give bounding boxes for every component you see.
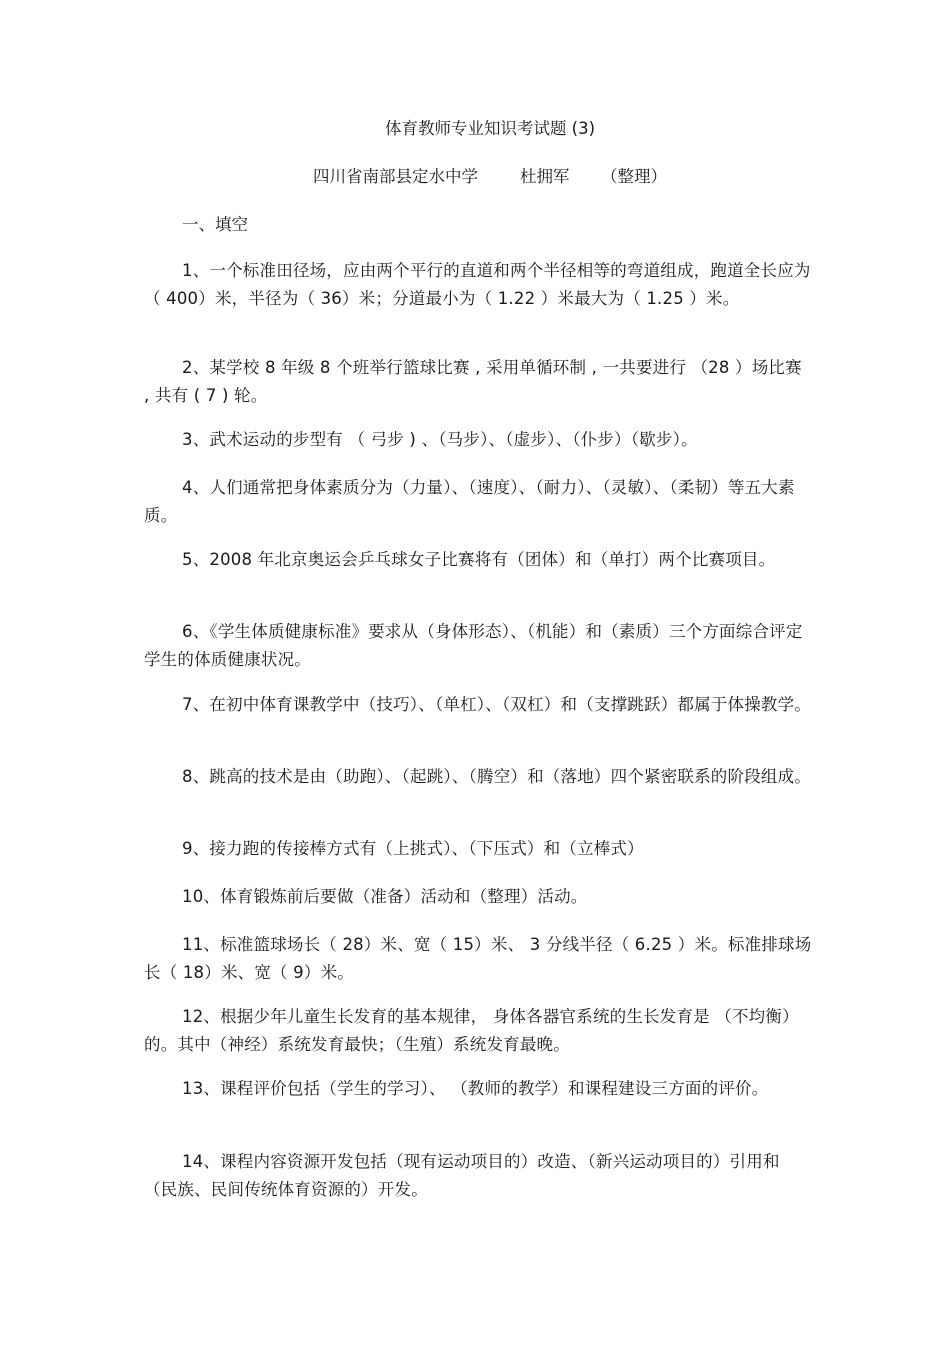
question-7: 7、在初中体育课教学中（技巧）、（单杠）、（双杠）和（支撑跳跃）都属于体操教学。	[182, 695, 811, 714]
question-4: 4、人们通常把身体素质分为（力量）、（速度）、（耐力）、（灵敏）、（柔韧）等五大素质。	[144, 478, 795, 525]
section-heading: 一、填空	[182, 215, 248, 234]
question-5: 5、2008 年北京奥运会乒乓球女子比赛将有（团体）和（单打）两个比赛项目。	[182, 550, 776, 569]
question-8: 8、跳高的技术是由（助跑）、（起跳）、（腾空）和（落地）四个紧密联系的阶段组成。	[182, 767, 811, 786]
question-9: 9、接力跑的传接棒方式有（上挑式）、（下压式）和（立棒式）	[182, 839, 644, 858]
question-2: 2、某学校 8 年级 8 个班举行篮球比赛 , 采用单循环制 , 一共要进行 （28 ）场比赛 , 共有 ( 7 ) 轮。	[144, 358, 802, 405]
question-3: 3、武术运动的步型有 （ 弓步 ) 、（马步）、（虚步）、（仆步）（歇步）。	[182, 430, 698, 449]
question-14: 14、课程内容资源开发包括（现有运动项目的）改造、（新兴运动项目的）引用和（民族、民间传统体育资源的）开发。	[144, 1152, 780, 1199]
document-subtitle: 四川省南部县定水中学 杜拥军 （整理）	[313, 167, 667, 186]
question-6: 6、《学生体质健康标准》要求从（身体形态）、（机能）和（素质）三个方面综合评定学生的体质健康状况。	[144, 622, 803, 669]
question-11: 11、标准篮球场长（ 28）米、宽（ 15）米、 3 分线半径（ 6.25 ）米。标准排球场长（ 18）米、宽（ 9）米。	[144, 935, 812, 982]
question-1: 1、一个标准田径场，应由两个平行的直道和两个半径相等的弯道组成，跑道全长应为（ 400）米，半径为（ 36）米；分道最小为（ 1.22 ）米最大为（ 1.25 ）米。	[144, 261, 811, 308]
question-10: 10、体育锻炼前后要做（准备）活动和（整理）活动。	[182, 887, 588, 906]
question-12: 12、根据少年儿童生长发育的基本规律， 身体各器官系统的生长发育是 （不均衡）的。其中（神经）系统发育最快；（生殖）系统发育最晚。	[144, 1007, 799, 1054]
question-13: 13、课程评价包括（学生的学习）、 （教师的教学）和课程建设三方面的评价。	[182, 1079, 769, 1098]
document-title: 体育教师专业知识考试题 (3)	[384, 119, 596, 138]
